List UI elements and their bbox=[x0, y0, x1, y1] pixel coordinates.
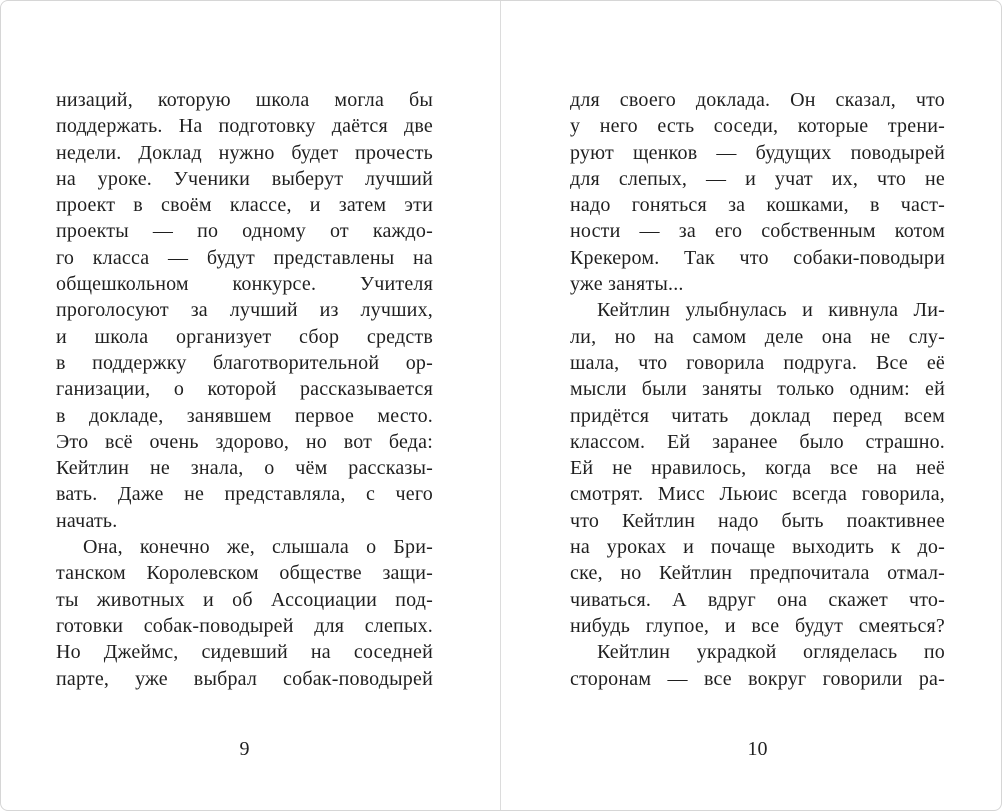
page-gutter-divider bbox=[500, 1, 501, 810]
text-line: у него есть соседи, которые трени- bbox=[570, 115, 945, 138]
text-line: надо гоняться за кошками, в част- bbox=[570, 194, 945, 217]
text-line: го класса — будут представлены на bbox=[56, 246, 433, 269]
text-line: начать. bbox=[56, 509, 118, 532]
text-line: в докладе, занявшем первое место. bbox=[56, 404, 433, 427]
text-line: вать. Даже не представляла, с чего bbox=[56, 483, 433, 506]
text-line: Но Джеймс, сидевший на соседней bbox=[56, 641, 433, 664]
text-line: общешкольном конкурсе. Учителя bbox=[56, 273, 433, 296]
text-line: Кейтлин украдкой огляделась по bbox=[597, 641, 945, 664]
text-line: мысли были заняты только одним: ей bbox=[570, 378, 945, 401]
text-line: проект в своём классе, и затем эти bbox=[56, 194, 433, 217]
text-line: нибудь глупое, и все будут смеяться? bbox=[570, 614, 945, 637]
text-line: на уроке. Ученики выберут лучший bbox=[56, 167, 433, 190]
page-right-text bbox=[570, 87, 945, 692]
text-line: низаций, которую школа могла бы bbox=[56, 89, 433, 111]
text-line: и школа организует сбор средств bbox=[56, 325, 433, 348]
page-left-text bbox=[56, 87, 433, 692]
text-line: ности — за его собственным котом bbox=[570, 220, 945, 243]
text-line: Это всё очень здорово, но вот беда: bbox=[56, 430, 433, 453]
text-line: что Кейтлин надо быть поактивнее bbox=[570, 509, 945, 532]
text-line: Ей не нравилось, когда все на неё bbox=[570, 457, 945, 480]
text-line: ли, но на самом деле она не слу- bbox=[570, 325, 945, 348]
text-line: уже заняты... bbox=[570, 273, 684, 296]
page-right-number: 10 bbox=[747, 738, 768, 760]
text-line: на уроках и почаще выходить к до- bbox=[570, 536, 945, 559]
text-line: чиваться. А вдруг она скажет что- bbox=[570, 588, 945, 611]
text-line: Кейтлин не знала, о чём рассказы- bbox=[56, 457, 433, 480]
text-line: сторонам — все вокруг говорили ра- bbox=[570, 667, 945, 690]
text-line: ты животных и об Ассоциации под- bbox=[56, 588, 433, 611]
text-line: недели. Доклад нужно будет прочесть bbox=[56, 141, 433, 164]
text-line: в поддержку благотворительной ор- bbox=[56, 351, 433, 374]
text-line: проголосуют за лучший из лучших, bbox=[56, 299, 433, 322]
text-line: для слепых, — и учат их, что не bbox=[570, 167, 945, 190]
text-line: смотрят. Мисс Льюис всегда говорила, bbox=[570, 483, 945, 506]
text-line: Крекером. Так что собаки-поводыри bbox=[570, 246, 945, 269]
text-line: шала, что говорила подруга. Все её bbox=[570, 351, 945, 374]
text-line: Она, конечно же, слышала о Бри- bbox=[83, 536, 433, 559]
text-line: ганизации, о которой рассказывается bbox=[56, 378, 433, 401]
page-left-number: 9 bbox=[239, 738, 250, 760]
text-line: руют щенков — будущих поводырей bbox=[570, 141, 945, 164]
text-line: поддержать. На подготовку даётся две bbox=[56, 115, 433, 138]
text-line: готовки собак-поводырей для слепых. bbox=[56, 614, 433, 637]
text-line: для своего доклада. Он сказал, что bbox=[570, 89, 945, 111]
text-line: классом. Ей заранее было страшно. bbox=[570, 430, 945, 453]
text-line: проекты — по одному от каждо- bbox=[56, 220, 433, 243]
text-line: придётся читать доклад перед всем bbox=[570, 404, 945, 427]
text-line: танском Королевском обществе защи- bbox=[56, 562, 433, 585]
text-line: парте, уже выбрал собак-поводырей bbox=[56, 667, 433, 690]
text-line: Кейтлин улыбнулась и кивнула Ли- bbox=[597, 299, 945, 322]
text-line: ске, но Кейтлин предпочитала отмал- bbox=[570, 562, 945, 585]
